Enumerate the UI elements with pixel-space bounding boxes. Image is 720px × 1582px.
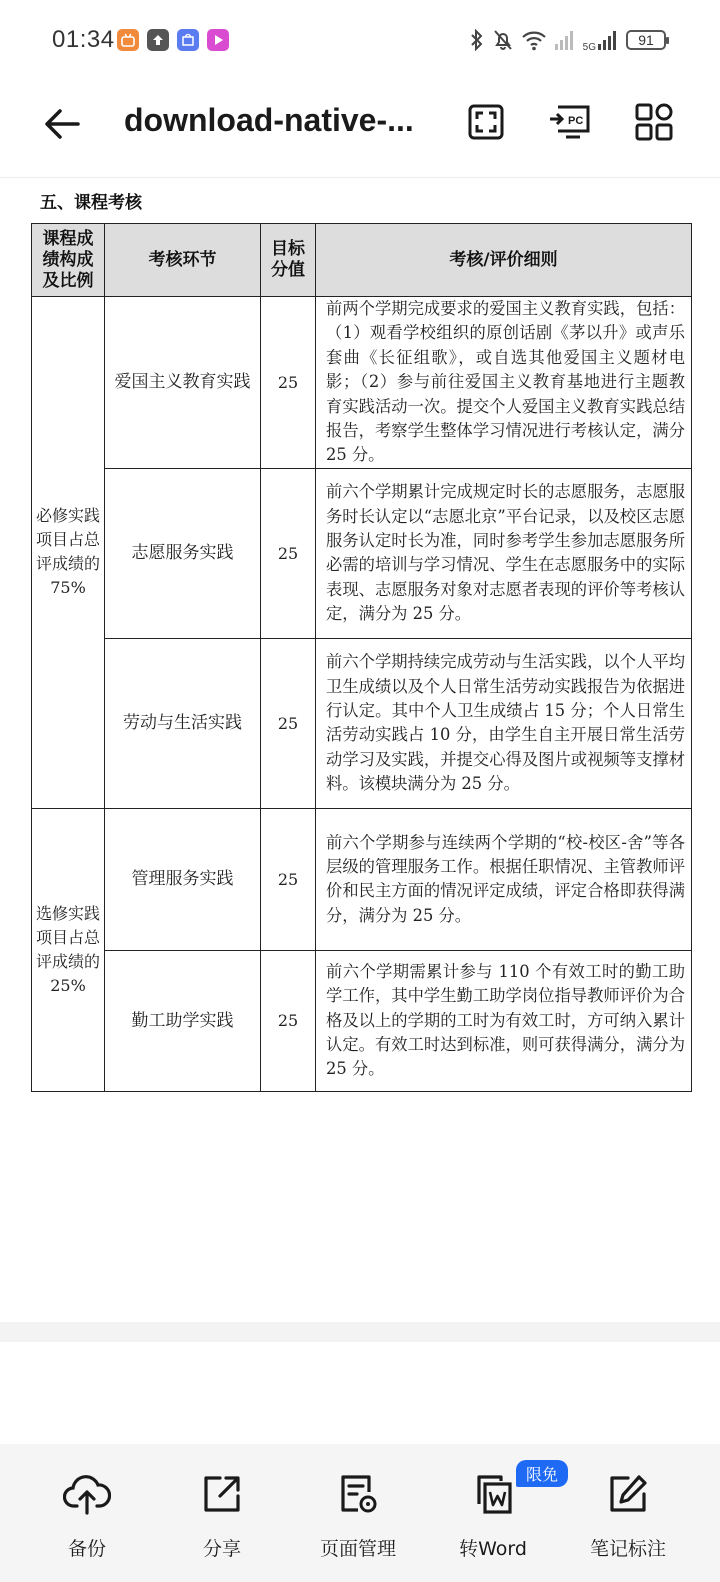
section-heading: 五、课程考核 <box>40 193 142 213</box>
column-header: 考核/评价细则 <box>316 224 692 297</box>
pc-mode-button[interactable] <box>546 98 594 146</box>
pc-mode-icon <box>548 103 592 141</box>
signal-icon <box>597 28 619 52</box>
bilibili-app-icon <box>117 29 139 51</box>
column-header: 课程成绩构成及比例 <box>32 224 105 297</box>
item-rule: 前两个学期完成要求的爱国主义教育实践，包括：（1）观看学校组织的原创话剧《茅以升》或声乐套曲《长征组歌》，或自选其他爱国主义题材电影；（2）参与前往爱国主义教育基地进行主题教育实践活动一次。提交个人爱国主义教育实践总结报告，考察学生整体学习情况进行考核认定，满分 25 分。 <box>316 297 692 469</box>
page-separator <box>0 1322 720 1342</box>
status-time: 01:34 <box>52 26 115 53</box>
grid-icon <box>634 102 674 142</box>
battery-level: 91 <box>638 32 654 48</box>
backup-button[interactable] <box>32 1470 142 1561</box>
annotate-button[interactable] <box>573 1470 683 1561</box>
share-button[interactable] <box>167 1470 277 1561</box>
cloud-upload-icon <box>63 1470 111 1518</box>
table-row <box>32 468 692 638</box>
status-bar <box>0 0 720 84</box>
fullscreen-button[interactable] <box>462 98 510 146</box>
signal-icon <box>554 28 576 52</box>
app-bar <box>0 84 720 178</box>
item-score: 25 <box>261 638 316 808</box>
item-rule: 前六个学期需累计参与 110 个有效工时的勤工助学工作，其中学生勤工助学岗位指导教师评价为合格及以上的学期的工时为有效工时，方可纳入累计认定。有效工时达到标准，则可获得满分，满分为 25 分。 <box>316 950 692 1091</box>
toolbar-label: 转Word <box>459 1538 527 1560</box>
column-header: 考核环节 <box>105 224 261 297</box>
item-name: 爱国主义教育实践 <box>105 297 261 469</box>
page-manage-button[interactable] <box>303 1470 413 1561</box>
upload-app-icon <box>147 29 169 51</box>
assessment-table <box>31 223 692 1092</box>
table-row <box>32 950 692 1091</box>
group-label: 必修实践项目占总评成绩的75% <box>32 297 105 809</box>
free-badge: 限免 <box>516 1460 568 1487</box>
wifi-icon <box>521 28 547 52</box>
word-convert-icon <box>469 1470 517 1518</box>
video-app-icon <box>207 29 229 51</box>
table-row <box>32 638 692 808</box>
item-score: 25 <box>261 950 316 1091</box>
system-status-icons <box>469 28 666 52</box>
fullscreen-icon <box>467 103 505 141</box>
network-type-label: 5G <box>582 42 596 53</box>
toolbar-label: 页面管理 <box>319 1538 396 1560</box>
table-header-row <box>32 224 692 297</box>
signal-5g <box>583 28 619 52</box>
annotate-icon <box>604 1470 652 1518</box>
store-app-icon <box>177 29 199 51</box>
toolbar-label: 笔记标注 <box>589 1538 666 1560</box>
bluetooth-icon <box>469 28 485 52</box>
back-arrow-icon <box>42 104 82 144</box>
item-rule: 前六个学期参与连续两个学期的“校-校区-舍”等各层级的管理服务工作。根据任职情况、主管教师评价和民主方面的情况评定成绩，评定合格即获得满分，满分为 25 分。 <box>316 808 692 950</box>
toolbar-label: 分享 <box>202 1538 241 1560</box>
item-score: 25 <box>261 468 316 638</box>
grid-view-button[interactable] <box>630 98 678 146</box>
group-label: 选修实践项目占总评成绩的25% <box>32 808 105 1091</box>
item-rule: 前六个学期持续完成劳动与生活实践，以个人平均卫生成绩以及个人日常生活劳动实践报告为依据进行认定。其中个人卫生成绩占 15 分；个人日常生活劳动实践占 10 分，由学生自主开展日常生活劳动学习及实践，并提交心得及图片或视频等支撑材料。该模块满分为 25 分。 <box>316 638 692 808</box>
table-row <box>32 297 692 469</box>
item-name: 志愿服务实践 <box>105 468 261 638</box>
mute-icon <box>492 28 514 52</box>
item-name: 管理服务实践 <box>105 808 261 950</box>
item-name: 劳动与生活实践 <box>105 638 261 808</box>
notification-icons <box>117 29 229 51</box>
bottom-toolbar <box>0 1444 720 1582</box>
page-manage-icon <box>334 1470 382 1518</box>
document-page[interactable] <box>0 178 720 1318</box>
item-name: 勤工助学实践 <box>105 950 261 1091</box>
document-title: download-native-... <box>124 102 414 138</box>
back-button[interactable] <box>38 100 86 148</box>
share-icon <box>198 1470 246 1518</box>
toolbar-label: 备份 <box>67 1538 106 1560</box>
item-score: 25 <box>261 297 316 469</box>
column-header: 目标分值 <box>261 224 316 297</box>
table-row <box>32 808 692 950</box>
item-score: 25 <box>261 808 316 950</box>
svg-text:PC: PC <box>568 115 584 127</box>
item-rule: 前六个学期累计完成规定时长的志愿服务，志愿服务时长认定以“志愿北京”平台记录，以及校区志愿服务认定时长为准，同时参考学生参加志愿服务所必需的培训与学习情况、学生在志愿服务中的实际表现、志愿服务对象对志愿者表现的评价等考核认定，满分为 25 分。 <box>316 468 692 638</box>
battery-icon <box>626 30 666 50</box>
